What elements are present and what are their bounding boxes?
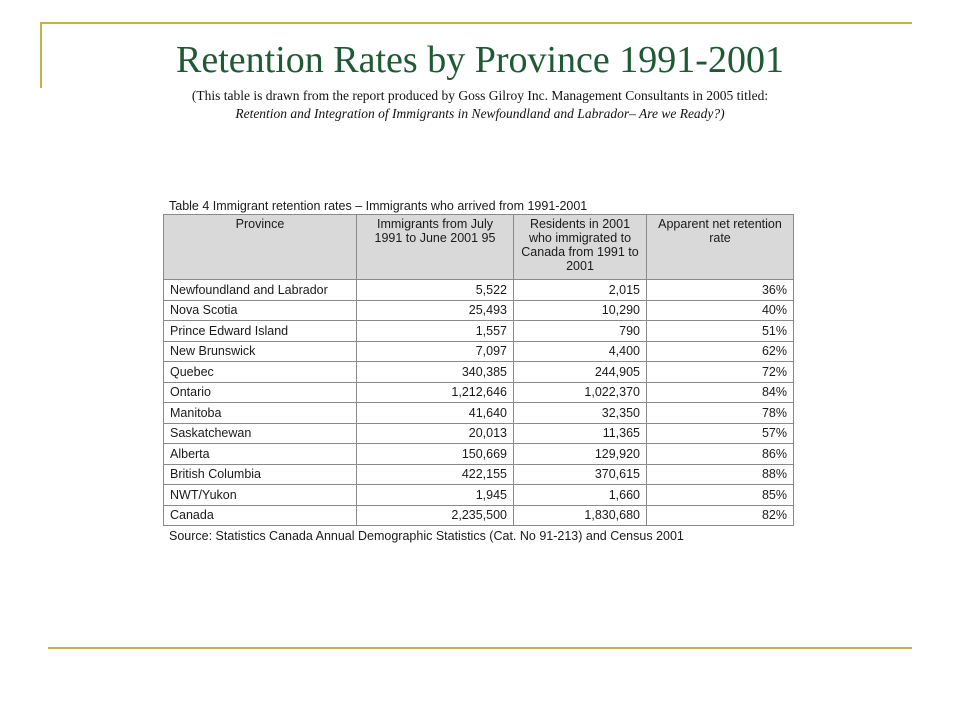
residents-cell: 244,905 — [514, 362, 647, 383]
retention-cell: 72% — [647, 362, 794, 383]
province-cell: Prince Edward Island — [164, 321, 357, 342]
header-immigrants: Immigrants from July 1991 to June 2001 95 — [357, 215, 514, 280]
subtitle-line-1: (This table is drawn from the report produced by Goss Gilroy Inc. Management Consultants in 2005 titled: — [191, 88, 769, 103]
immigrants-cell: 20,013 — [357, 423, 514, 444]
immigrants-cell: 1,557 — [357, 321, 514, 342]
table-source: Source: Statistics Canada Annual Demographic Statistics (Cat. No 91-213) and Census 2001 — [169, 529, 684, 543]
retention-cell: 85% — [647, 485, 794, 506]
residents-cell: 32,350 — [514, 403, 647, 424]
retention-cell: 82% — [647, 505, 794, 526]
province-cell: Nova Scotia — [164, 300, 357, 321]
province-cell: Manitoba — [164, 403, 357, 424]
bottom-rule — [48, 647, 912, 649]
retention-cell: 88% — [647, 464, 794, 485]
province-cell: NWT/Yukon — [164, 485, 357, 506]
immigrants-cell: 2,235,500 — [357, 505, 514, 526]
residents-cell: 10,290 — [514, 300, 647, 321]
retention-table — [163, 214, 794, 526]
immigrants-cell: 1,945 — [357, 485, 514, 506]
province-cell: Newfoundland and Labrador — [164, 280, 357, 301]
province-cell: Ontario — [164, 382, 357, 403]
header-residents: Residents in 2001 who immigrated to Canada from 1991 to 2001 — [514, 215, 647, 280]
table-caption: Table 4 Immigrant retention rates – Immigrants who arrived from 1991-2001 — [169, 199, 588, 213]
immigrants-cell: 25,493 — [357, 300, 514, 321]
province-cell: Saskatchewan — [164, 423, 357, 444]
retention-cell: 57% — [647, 423, 794, 444]
table-row — [164, 321, 794, 342]
table-row — [164, 362, 794, 383]
province-cell: Alberta — [164, 444, 357, 465]
retention-cell: 84% — [647, 382, 794, 403]
residents-cell: 11,365 — [514, 423, 647, 444]
residents-cell: 370,615 — [514, 464, 647, 485]
immigrants-cell: 41,640 — [357, 403, 514, 424]
immigrants-cell: 7,097 — [357, 341, 514, 362]
province-cell: Quebec — [164, 362, 357, 383]
retention-table-figure — [163, 198, 793, 544]
table-row — [164, 464, 794, 485]
table-row — [164, 505, 794, 526]
residents-cell: 2,015 — [514, 280, 647, 301]
table-row — [164, 382, 794, 403]
table-row — [164, 444, 794, 465]
table-row — [164, 403, 794, 424]
residents-cell: 4,400 — [514, 341, 647, 362]
immigrants-cell: 1,212,646 — [357, 382, 514, 403]
province-cell: Canada — [164, 505, 357, 526]
immigrants-cell: 5,522 — [357, 280, 514, 301]
table-row — [164, 280, 794, 301]
header-retention-rate: Apparent net retention rate — [647, 215, 794, 280]
province-cell: British Columbia — [164, 464, 357, 485]
immigrants-cell: 150,669 — [357, 444, 514, 465]
residents-cell: 1,660 — [514, 485, 647, 506]
immigrants-cell: 340,385 — [357, 362, 514, 383]
subtitle-line-2: Retention and Integration of Immigrants in Newfoundland and Labrador– Are we Ready?) — [235, 106, 725, 121]
retention-cell: 86% — [647, 444, 794, 465]
residents-cell: 1,022,370 — [514, 382, 647, 403]
retention-cell: 78% — [647, 403, 794, 424]
table-header-row — [164, 215, 794, 280]
residents-cell: 1,830,680 — [514, 505, 647, 526]
immigrants-cell: 422,155 — [357, 464, 514, 485]
retention-cell: 51% — [647, 321, 794, 342]
retention-cell: 36% — [647, 280, 794, 301]
top-rule — [40, 22, 912, 24]
header-province: Province — [164, 215, 357, 280]
residents-cell: 790 — [514, 321, 647, 342]
table-row — [164, 300, 794, 321]
table-row — [164, 485, 794, 506]
retention-cell: 62% — [647, 341, 794, 362]
slide-title: Retention Rates by Province 1991-2001 — [176, 39, 784, 81]
slide-subtitle — [0, 87, 960, 123]
residents-cell: 129,920 — [514, 444, 647, 465]
province-cell: New Brunswick — [164, 341, 357, 362]
retention-cell: 40% — [647, 300, 794, 321]
table-row — [164, 341, 794, 362]
table-row — [164, 423, 794, 444]
